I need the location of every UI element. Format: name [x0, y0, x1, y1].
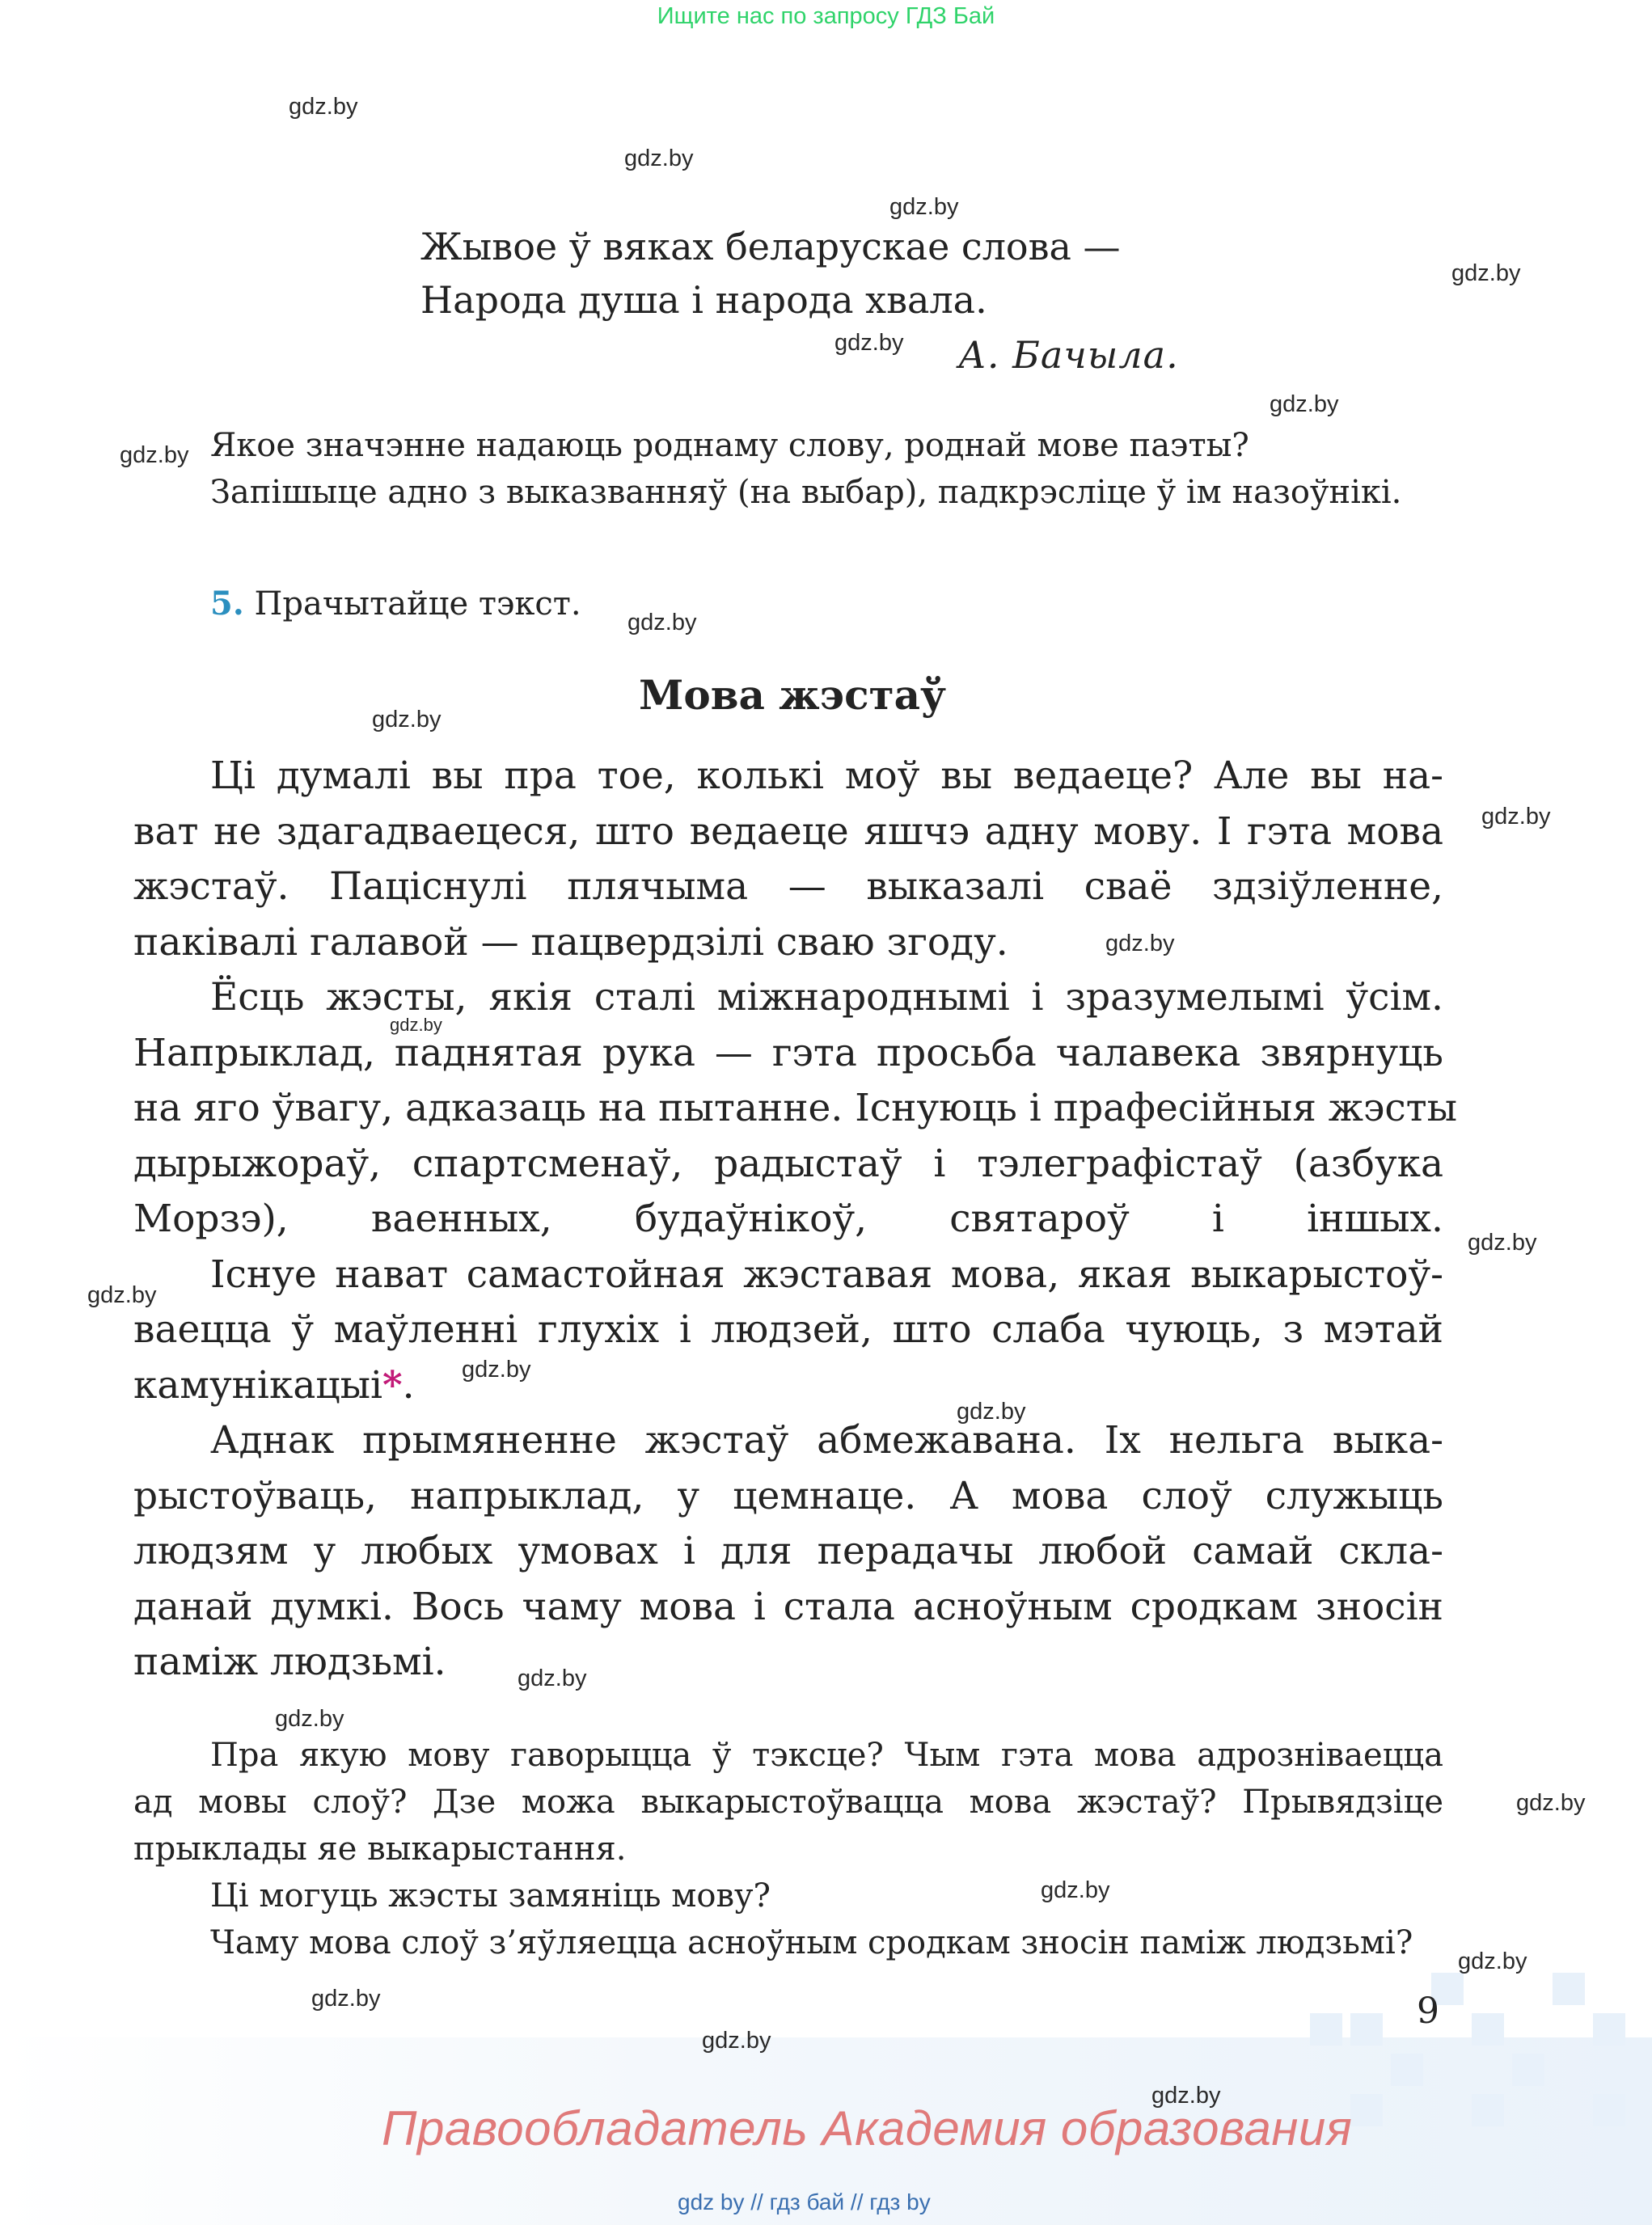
question-line: Чаму мова слоў з’яўляецца асноўным сродкам зносін паміж людзьмі? — [210, 1924, 1413, 1961]
poem-line: Народа душа і народа хвала. — [420, 278, 987, 322]
paragraph-line-text: паківалі галавой — пацвердзілі сваю згоду. — [133, 919, 1008, 965]
paragraph-line-text: ваецца ў маўленні глухіх і людзей, што слаба чуюць, з мэтай — [133, 1307, 1443, 1352]
watermark: gdz.by — [390, 1015, 442, 1035]
task-number: 5. — [210, 585, 244, 623]
paragraph-line-text: Існуе нават самастойная жэставая мова, якая выкарыстоў- — [210, 1252, 1443, 1297]
watermark: gdz.by — [1105, 931, 1175, 956]
paragraph-line — [133, 1580, 1443, 1636]
question-text: Пра якую мову гаворыцца ў тэксце? Чым гэта мова адрозніваецца — [210, 1737, 1443, 1774]
watermark: gdz.by — [518, 1666, 587, 1691]
watermark: gdz.by — [889, 194, 959, 220]
footer-links[interactable]: gdz by // гдз бай // гдз by — [678, 2189, 931, 2214]
copyright-notice: Правообладатель Академия образования — [382, 2101, 1353, 2155]
sentence-end: . — [402, 1362, 415, 1408]
watermark: gdz.by — [1270, 391, 1339, 417]
paragraph-line — [133, 1026, 1443, 1082]
poem-line: Жывое ў вяках беларускае слова — — [420, 225, 1121, 268]
paragraph-line — [133, 859, 1443, 915]
poem-author: А. Бачыла. — [958, 333, 1179, 377]
watermark: gdz.by — [289, 94, 358, 120]
watermark: gdz.by — [1451, 260, 1521, 286]
question-line: Запішыце адно з выказванняў (на выбар), падкрэсліце ў ім назоўнікі. — [210, 474, 1402, 511]
paragraph-line-text: людзям у любых умовах і для перадачы любой самай скла- — [133, 1529, 1443, 1573]
paragraph-line-text: жэстаў. Паціснулі плячыма — выказалі сваё здзіўленне, — [133, 864, 1443, 909]
watermark: gdz.by — [120, 442, 189, 468]
paragraph-line — [133, 1302, 1443, 1358]
watermark: gdz.by — [1041, 1877, 1110, 1903]
question-line: прыклады яе выкарыстання. — [133, 1830, 627, 1868]
watermark: gdz.by — [1468, 1230, 1537, 1256]
top-banner-link[interactable]: Ищите нас по запросу ГДЗ Бай — [657, 3, 995, 29]
paragraph-line — [133, 1081, 1458, 1137]
question-line — [210, 1732, 1443, 1779]
footnote-asterisk[interactable]: * — [382, 1362, 403, 1408]
paragraph-line — [133, 804, 1443, 860]
watermark: gdz.by — [1151, 2083, 1221, 2109]
paragraph-line-text: паміж людзьмі. — [133, 1640, 446, 1684]
question-text: ад мовы слоў? Дзе можа выкарыстоўвацца мова жэстаў? Прывядзіце — [133, 1784, 1443, 1821]
paragraph-line-text: камунікацыі — [133, 1362, 383, 1408]
paragraph-line-text: Ёсць жэсты, якія сталі міжнароднымі і зразумелымі ўсім. — [210, 975, 1443, 1020]
paragraph-line — [210, 1413, 1443, 1469]
watermark: gdz.by — [624, 146, 694, 171]
paragraph-line-text: рыстоўваць, напрыклад, у цемнаце. А мова слоў служыць — [133, 1473, 1443, 1518]
watermark: gdz.by — [87, 1282, 157, 1308]
paragraph-line — [133, 1635, 1443, 1691]
paragraph-line — [133, 1469, 1443, 1525]
paragraph-line — [210, 749, 1443, 804]
watermark: gdz.by — [1481, 804, 1551, 830]
watermark: gdz.by — [372, 707, 442, 733]
watermark: gdz.by — [627, 610, 697, 635]
article-title: Мова жэстаў — [639, 671, 947, 719]
question-line — [133, 1779, 1443, 1826]
paragraph-line — [210, 1248, 1443, 1303]
task-instruction: Прачытайце тэкст. — [254, 585, 581, 623]
paragraph-line — [133, 915, 1443, 971]
paragraph-line-text: ват не здагадваецеся, што ведаеце яшчэ адну мову. І гэта мова — [133, 809, 1443, 854]
question-line: Ці могуць жэсты замяніць мову? — [210, 1877, 771, 1915]
watermark: gdz.by — [957, 1399, 1026, 1425]
paragraph-line-text: данай думкі. Вось чаму мова і стала асноўным сродкам зносін — [133, 1584, 1443, 1629]
watermark: gdz.by — [1458, 1948, 1527, 1974]
task-heading — [210, 581, 581, 627]
paragraph-line — [133, 1137, 1443, 1193]
paragraph-line-text: дырыжораў, спартсменаў, радыстаў і тэлеграфістаў (азбука — [133, 1141, 1443, 1186]
paragraph-line-text: Напрыклад, паднятая рука — гэта просьба чалавека звярнуць — [133, 1030, 1443, 1075]
watermark: gdz.by — [275, 1706, 344, 1732]
watermark: gdz.by — [1516, 1790, 1586, 1816]
paragraph-line — [133, 1192, 1443, 1248]
watermark: gdz.by — [834, 330, 904, 356]
paragraph-line-text: Аднак прымяненне жэстаў абмежавана. Іх нельга выка- — [210, 1418, 1443, 1463]
paragraph-line-text: Ці думалі вы пра тое, колькі моў вы ведаеце? Але вы на- — [210, 754, 1443, 798]
paragraph-line — [133, 1358, 1443, 1414]
paragraph-line-text: Морзэ), ваенных, будаўнікоў, святароў і іншых. — [133, 1197, 1443, 1241]
article-body — [133, 749, 1458, 1719]
question-line: Якое значэнне надаюць роднаму слову, роднай мове паэты? — [210, 427, 1249, 464]
watermark: gdz.by — [702, 2028, 771, 2054]
watermark: gdz.by — [462, 1357, 531, 1383]
page-number: 9 — [1417, 1991, 1439, 2032]
paragraph-line-text: на яго ўвагу, адказаць на пытанне. Існуюць і прафесійныя жэсты — [133, 1086, 1458, 1130]
paragraph-line — [210, 970, 1443, 1026]
watermark: gdz.by — [311, 1986, 381, 2012]
paragraph-line — [133, 1524, 1443, 1580]
